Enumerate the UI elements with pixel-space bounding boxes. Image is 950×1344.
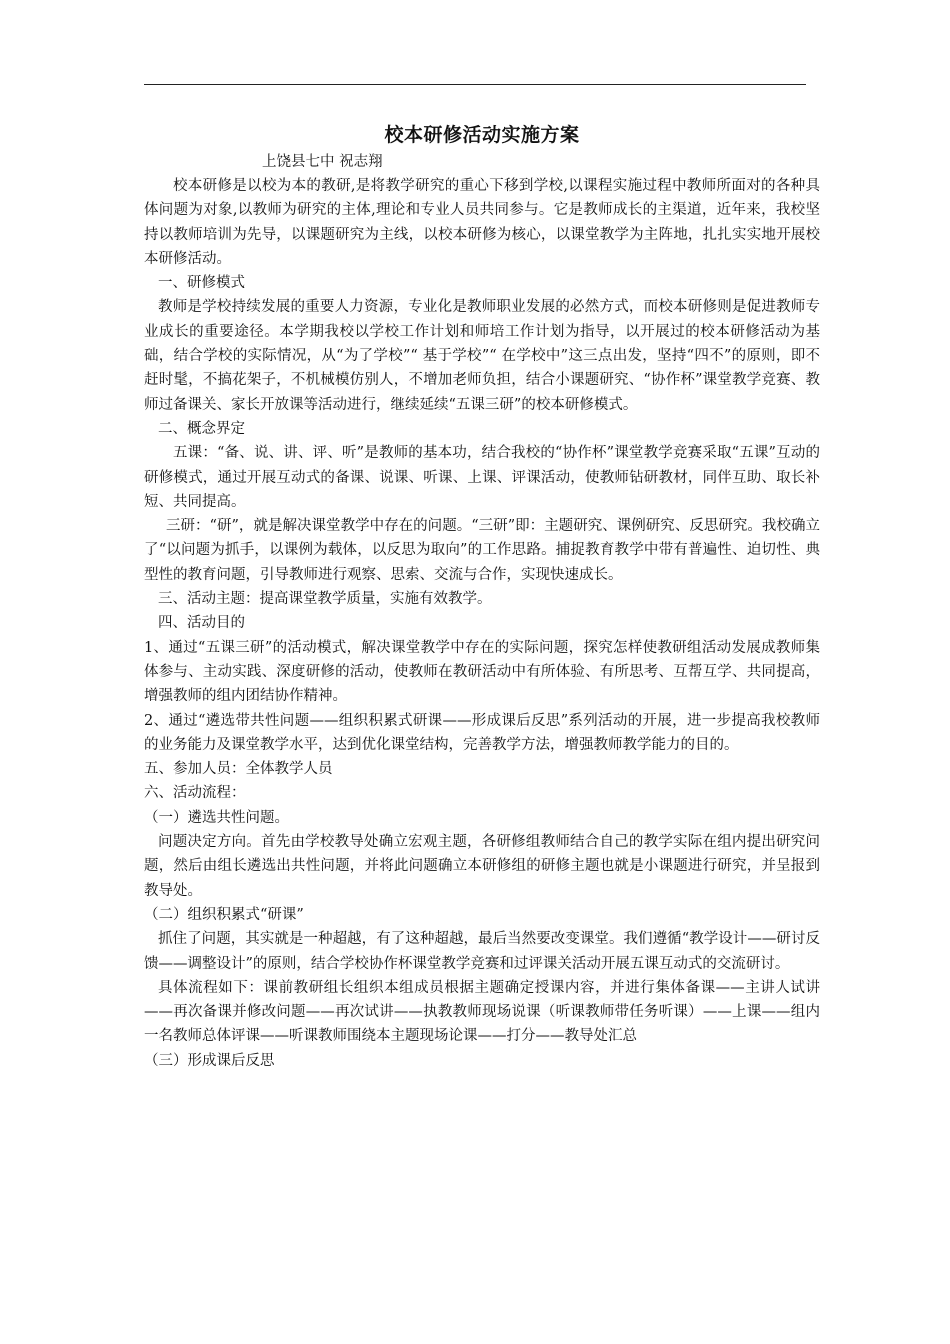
paragraph: 一、研修模式 (158, 275, 245, 292)
paragraph: 问题决定方向。首先由学校教导处确立宏观主题，各研修组教师结合自己的教学实际在组内提出研究问题，然后由组长遴选出共性问题，并将此问题确立本研修组的研修主题也就是小课题进行研究，并呈报到教导处。 (144, 834, 820, 899)
paragraph: （三）形成课后反思 (144, 1052, 275, 1069)
paragraph: 五课：“备、说、讲、评、听”是教师的基本功，结合我校的“协作杯”课堂教学竞赛采取“五课”互动的研修模式，通过开展互动式的备课、说课、听课、上课、评课活动，使教师钻研教材，同伴互助、取长补短、共同提高。 (144, 445, 820, 510)
paragraph: 校本研修是以校为本的教研,是将教学研究的重心下移到学校,以课程实施过程中教师所面对的各种具体问题为对象,以教师为研究的主体,理论和专业人员共同参与。它是教师成长的主渠道，近年来，我校坚持以教师培训为先导，以课题研究为主线，以校本研修为核心，以课堂教学为主阵地，扎扎实实地开展校本研修活动。 (144, 178, 820, 267)
header-rule (144, 84, 806, 85)
document-author: 上饶县七中 祝志翔 (262, 154, 383, 170)
paragraph: （一）遴选共性问题。 (144, 809, 289, 826)
paragraph-list (144, 174, 820, 1073)
paragraph: 三研：“研”，就是解决课堂教学中存在的问题。“三研”即：主题研究、课例研究、反思研究。我校确立了“以问题为抓手，以课例为载体，以反思为取向”的工作思路。捕捉教育教学中带有普遍性、迫切性、典型性的教育问题，引导教师进行观察、思索、交流与合作，实现快速成长。 (144, 518, 820, 583)
document-body (144, 118, 820, 1073)
paragraph: 四、活动目的 (158, 615, 245, 632)
paragraph: 抓住了问题，其实就是一种超越，有了这种超越，最后当然要改变课堂。我们遵循“教学设计——研讨反馈——调整设计”的原则，结合学校协作杯课堂教学竞赛和过评课关活动开展五课互动式的交流研讨。 (144, 931, 820, 972)
paragraph: 教师是学校持续发展的重要人力资源，专业化是教师职业发展的必然方式，而校本研修则是促进教师专业成长的重要途径。本学期我校以学校工作计划和师培工作计划为指导，以开展过的校本研修活动为基础，结合学校的实际情况，从“为了学校”“ 基于学校”“ 在学校中”这三点出发，坚持“四不”的原则，即不赶时髦，不搞花架子，不机械模仿别人，不增加老师负担，结合小课题研究、“协作杯”课堂教学竞赛、教师过备课关、家长开放课等活动进行，继续延续“五课三研”的校本研修模式。 (144, 299, 820, 413)
paragraph: 具体流程如下：课前教研组长组织本组成员根据主题确定授课内容，并进行集体备课——主讲人试讲——再次备课并修改问题——再次试讲——执教教师现场说课（听课教师带任务听课）——上课——组内一名教师总体评课——听课教师围绕本主题现场论课——打分——教导处汇总 (144, 979, 820, 1045)
paragraph: 二、概念界定 (158, 420, 245, 437)
paragraph: 1、通过“五课三研”的活动模式，解决课堂教学中存在的实际问题，探究怎样使教研组活动发展成教师集体参与、主动实践、深度研修的活动，使教师在教研活动中有所体验、有所思考、互帮互学、共同提高，增强教师的组内团结协作精神。 (144, 639, 820, 705)
document-title: 校本研修活动实施方案 (384, 124, 580, 146)
paragraph: 三、活动主题：提高课堂教学质量，实施有效教学。 (158, 591, 492, 608)
paragraph: 2、通过“遴选带共性问题——组织积累式研课——形成课后反思”系列活动的开展，进一步提高我校教师的业务能力及课堂教学水平，达到优化课堂结构，完善教学方法，增强教师教学能力的目的。 (144, 712, 820, 753)
paragraph: 五、参加人员：全体教学人员 (144, 761, 333, 778)
paragraph: （二）组织积累式“研课” (144, 906, 304, 923)
paragraph: 六、活动流程： (144, 785, 246, 802)
